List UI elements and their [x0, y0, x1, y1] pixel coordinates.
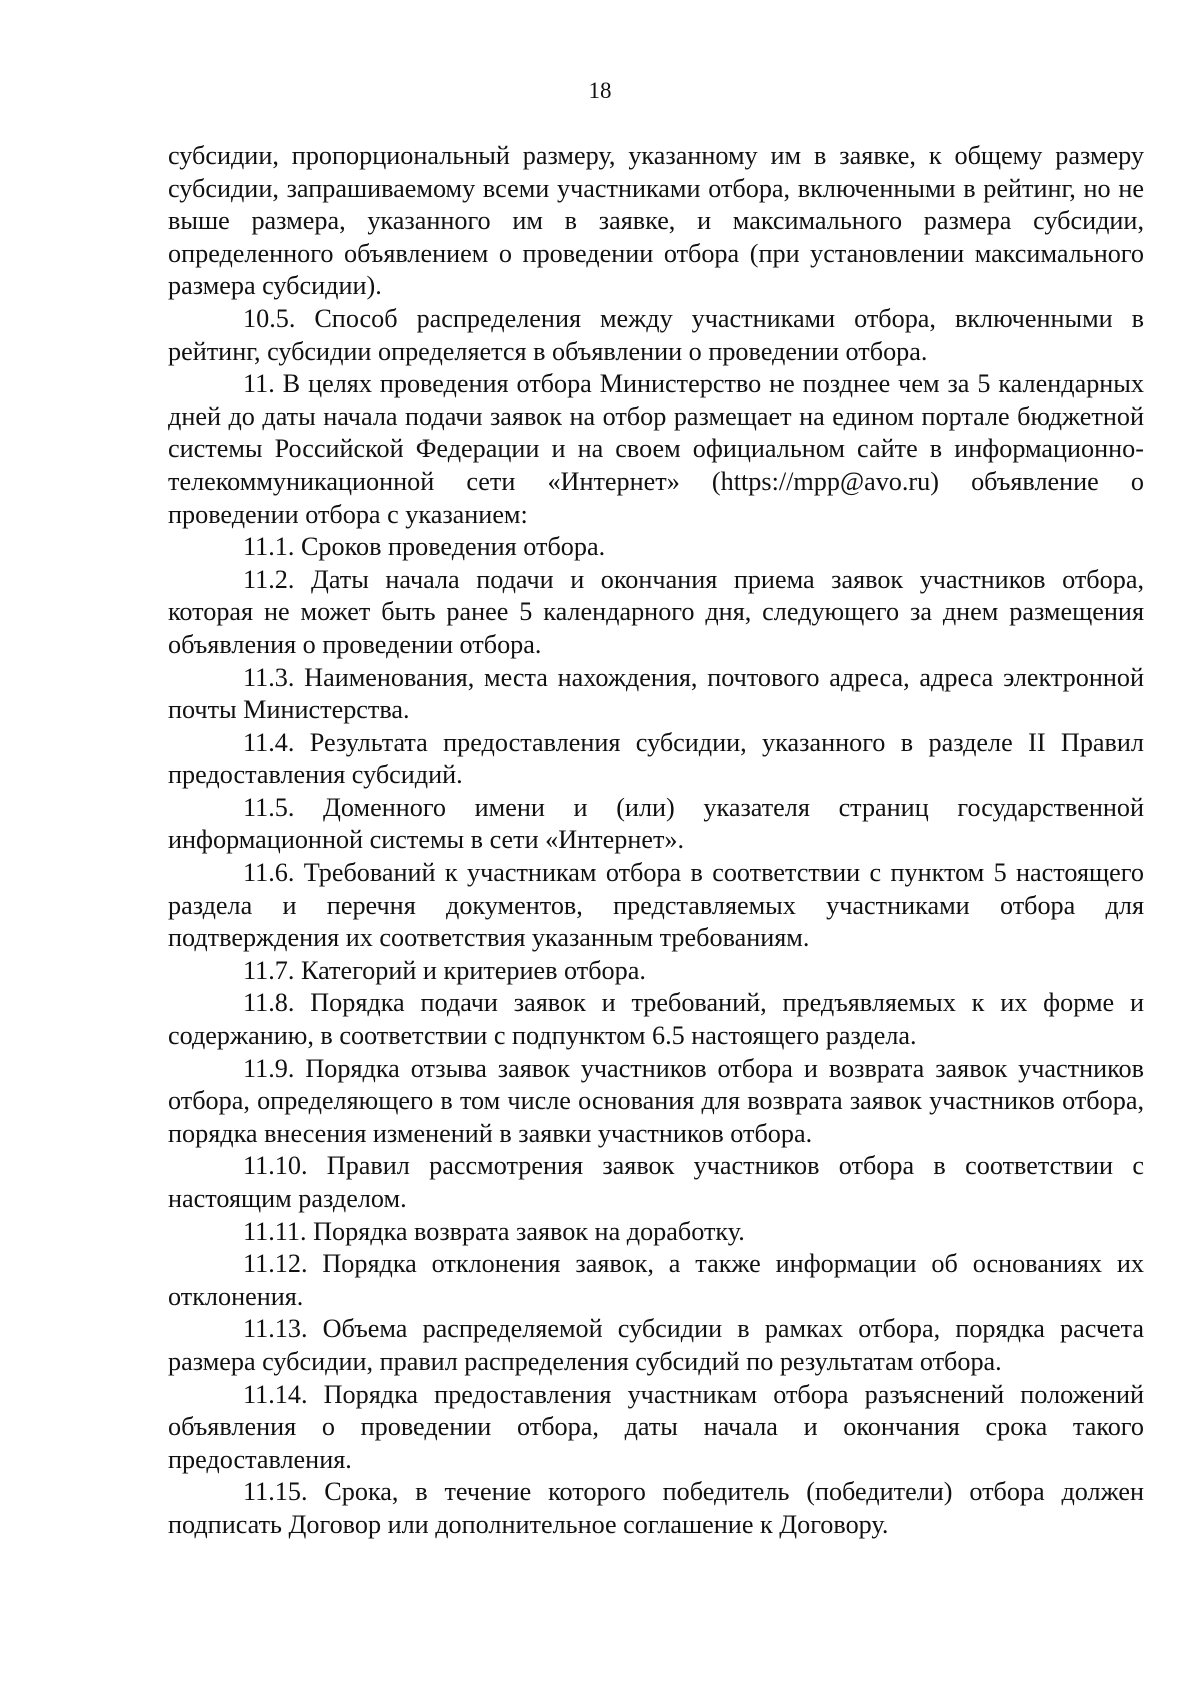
paragraph-10-5: 10.5. Способ распределения между участниками отбора, включенными в рейтинг, субсидии определяется в объявлении о проведении отбора. [168, 303, 1144, 366]
paragraph-11-3: 11.3. Наименования, места нахождения, почтового адреса, адреса электронной почты Министерства. [168, 662, 1144, 725]
paragraph-11-15: 11.15. Срока, в течение которого победитель (победители) отбора должен подписать Договор или дополнительное соглашение к Договору. [168, 1477, 1144, 1539]
paragraph-11: 11. В целях проведения отбора Министерство не позднее чем за 5 календарных дней до даты начала подачи заявок на отбор размещает на едином портале бюджетной системы Российской Федерации и на своем официальном сайте в информационно-телекоммуникационной сети «Интернет» (https://mpp@avo.ru) объявление о проведении отбора с указанием: [168, 369, 1144, 529]
paragraph-11-11: 11.11. Порядка возврата заявок на доработку. [243, 1216, 745, 1246]
paragraph-11-10: 11.10. Правил рассмотрения заявок участников отбора в соответствии с настоящим разделом. [168, 1151, 1144, 1213]
paragraph-11-4: 11.4. Результата предоставления субсидии, указанного в разделе II Правил предоставления субсидий. [168, 727, 1144, 790]
paragraph-subsidy-continuation: субсидии, пропорциональный размеру, указанному им в заявке, к общему размеру субсидии, запрашиваемому всеми участниками отбора, включенными в рейтинг, но не выше размера, указанного им в заявке, и максимального размера субсидии, определенного объявлением о проведении отбора (при установлении максимального размера субсидии). [168, 141, 1144, 301]
paragraph-11-7: 11.7. Категорий и критериев отбора. [243, 955, 646, 985]
paragraph-11-5: 11.5. Доменного имени и (или) указателя страниц государственной информационной системы в сети «Интернет». [168, 792, 1144, 855]
paragraph-11-2: 11.2. Даты начала подачи и окончания приема заявок участников отбора, которая не может быть ранее 5 календарного дня, следующего за днем размещения объявления о проведении отбора. [168, 564, 1144, 659]
paragraph-11-6: 11.6. Требований к участникам отбора в соответствии с пунктом 5 настоящего раздела и перечня документов, представляемых участниками отбора для подтверждения их соответствия указанным требованиям. [168, 858, 1144, 953]
document-body [168, 140, 1144, 1542]
paragraph-11-9: 11.9. Порядка отзыва заявок участников отбора и возврата заявок участников отбора, определяющего в том числе основания для возврата заявок участников отбора, порядка внесения изменений в заявки участников отбора. [168, 1053, 1144, 1148]
paragraph-11-1: 11.1. Сроков проведения отбора. [243, 532, 606, 562]
paragraph-11-8: 11.8. Порядка подачи заявок и требований, предъявляемых к их форме и содержанию, в соответствии с подпунктом 6.5 настоящего раздела. [168, 988, 1144, 1051]
paragraph-11-12: 11.12. Порядка отклонения заявок, а также информации об основаниях их отклонения. [168, 1249, 1144, 1311]
paragraph-11-14: 11.14. Порядка предоставления участникам отбора разъяснений положений объявления о проведении отбора, даты начала и окончания срока такого предоставления. [168, 1379, 1144, 1474]
paragraph-11-13: 11.13. Объема распределяемой субсидии в рамках отбора, порядка расчета размера субсидии, правил распределения субсидий по результатам отбора. [168, 1314, 1144, 1376]
page-number: 18 [588, 78, 612, 103]
